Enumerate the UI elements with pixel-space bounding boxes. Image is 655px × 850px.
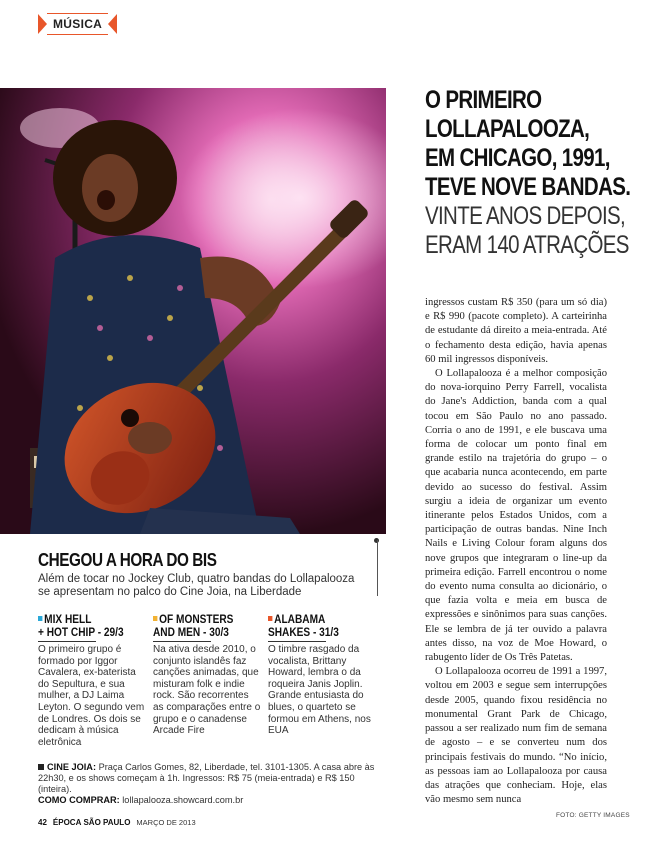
band-description: Na ativa desde 2010, o conjunto islandês faz canções animadas, que misturam folk e indie rock. São recorrentes as comparações entre o grupo e o canadense Arcade Fire (153, 644, 261, 737)
headline (425, 86, 640, 260)
band-heading-line2: AND MEN - 30/3 (153, 627, 229, 639)
band-item (268, 614, 376, 737)
bullet-icon (268, 616, 272, 621)
tag-arrow-right-icon (108, 14, 117, 34)
band-heading (268, 614, 377, 627)
headline-bold-line: TEVE NOVE BANDAS. (425, 173, 631, 201)
box-title: CHEGOU A HORA DO BIS (38, 550, 217, 570)
headline-bold-line: LOLLAPALOOZA, (425, 115, 590, 143)
magazine-name: ÉPOCA SÃO PAULO (52, 818, 131, 827)
band-heading-line1: MIX HELL (44, 614, 92, 626)
page-footer (38, 818, 196, 827)
tag-arrow-left-icon (38, 14, 47, 34)
band-item (38, 614, 146, 748)
section-tag (38, 14, 117, 34)
section-label: MÚSICA (47, 13, 108, 35)
photo-credit: FOTO: GETTY IMAGES (556, 812, 630, 819)
band-heading (38, 614, 147, 627)
band-description: O primeiro grupo é formado por Iggor Cavalera, ex-baterista do Sepultura, e sua mulher, a DJ Laima Leyton. O segundo vem de Londres. Os dois se dedicam à música eletrônica (38, 644, 145, 748)
band-heading-line2: + HOT CHIP - 29/3 (38, 627, 124, 639)
band-description: O timbre rasgado da vocalista, Brittany Howard, lembra o da roqueira Janis Joplin. Grande entusiasta do blues, o quarteto se formou em Athens, nos EUA (268, 644, 371, 737)
band-underline (38, 641, 96, 642)
band-heading-line1: OF MONSTERS (159, 614, 234, 626)
page-number: 42 (38, 818, 47, 827)
buy-link[interactable]: lollapalooza.showcard.com.br (122, 795, 244, 805)
issue-date: MARÇO DE 2013 (136, 818, 196, 827)
square-bullet-icon (38, 764, 44, 770)
bullet-icon (38, 616, 42, 621)
headline-light-line: ERAM 140 ATRAÇÕES (425, 231, 629, 259)
headline-bold-line: O PRIMEIRO (425, 86, 542, 114)
bullet-icon (153, 616, 157, 621)
info-text: Praça Carlos Gomes, 82, Liberdade, tel. 3101-1305. A casa abre às 22h30, e os shows começam à 1h. Ingressos: R$ 75 (meia-entrada) e R$ 150 (inteira). (38, 762, 375, 794)
body-paragraph: ingressos custam R$ 350 (para um só dia) e R$ 990 (pacote completo). A carteirinha de estudante dá direito a meia-entrada. Até o fechamento desta edição, havia apenas 60 mil ingressos disponíveis. (425, 297, 607, 365)
body-text (425, 296, 607, 807)
headline-light-line: VINTE ANOS DEPOIS, (425, 202, 626, 230)
concert-photo (0, 88, 386, 534)
band-heading-line2: SHAKES - 31/3 (268, 627, 339, 639)
concert-photo-illustration (0, 88, 386, 534)
band-item (153, 614, 261, 737)
buy-label: COMO COMPRAR: (38, 795, 120, 805)
body-paragraph: O Lollapalooza é a melhor composição do nova-iorquino Perry Farrell, vocalista do Jane's Addiction, banda com a qual tocou em São Paulo no ano passado. Corria o ano de 1991, e ele buscava uma forma de colocar um ponto final em grande estilo na trajetória do grupo – o que acabaria nunca acontecendo, em parte devido ao sucesso do festival. Assim surgiu a ideia de organizar um evento itinerante pelos Estados Unidos, com a participação de outras bandas. Nine Inch Nails e Living Colour foram alguns dos nove grupos que integraram o line-up da primeira edição. Farrell encontrou o nome do evento numa consulta ao dicionário, o que fazia volta e meia em busca de expressões e sinônimos para suas canções. Ele se lembra de já ter ouvido a palavra antes disso, na voz de Moe Howard, o rabugento líder de Os Três Patetas. (425, 368, 607, 664)
info-label: CINE JOIA: (47, 762, 97, 772)
magazine-city: SÃO PAULO (83, 818, 131, 827)
venue-info (38, 762, 378, 806)
band-underline (268, 641, 326, 642)
box-rule (377, 540, 378, 596)
band-underline (153, 641, 211, 642)
headline-bold-line: EM CHICAGO, 1991, (425, 144, 610, 172)
body-paragraph: O Lollapalooza ocorreu de 1991 a 1997, voltou em 2003 e segue sem interrupções desde 2005, quando fixou residência no monumental Grant Park de Chicago, passou a ser realizado num fim de semana de agosto – e se converteu num dos principais festivais do mundo. “No início, as pessoas iam ao Lollapalooza por causa das atrações que conheciam. Hoje, elas vão mesmo sem nunca (425, 666, 607, 806)
band-heading (153, 614, 262, 627)
band-heading-line1: ALABAMA (274, 614, 326, 626)
box-lead: Além de tocar no Jockey Club, quatro bandas do Lollapalooza se apresentam no palco do Cine Joia, na Liberdade (38, 573, 355, 598)
